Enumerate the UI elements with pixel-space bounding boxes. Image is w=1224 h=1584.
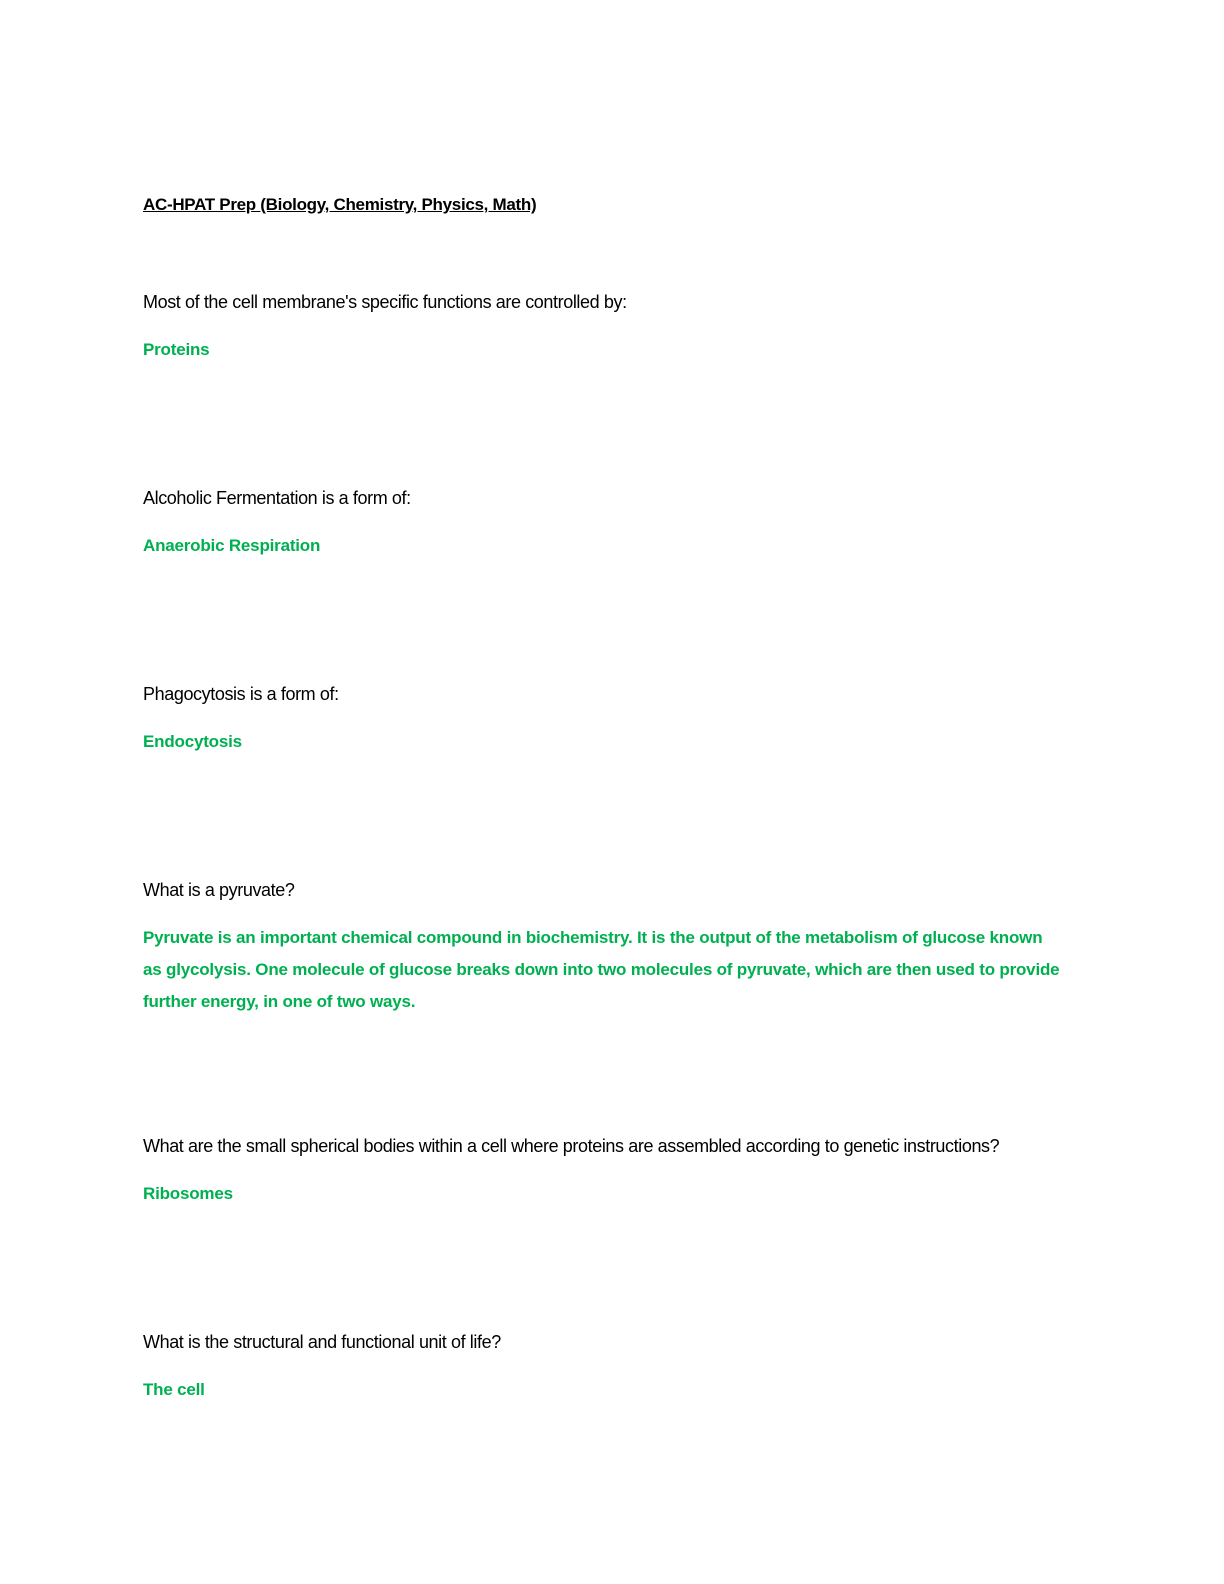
answer-2: Anaerobic Respiration <box>143 536 321 555</box>
question-2: Alcoholic Fermentation is a form of: <box>143 488 411 508</box>
question-1: Most of the cell membrane's specific functions are controlled by: <box>143 292 627 312</box>
question-4: What is a pyruvate? <box>143 880 295 900</box>
answer-6: The cell <box>143 1380 205 1399</box>
question-3: Phagocytosis is a form of: <box>143 684 339 704</box>
answer-5: Ribosomes <box>143 1184 233 1203</box>
question-6: What is the structural and functional unit of life? <box>143 1332 501 1352</box>
answer-3: Endocytosis <box>143 732 242 751</box>
answer-4: Pyruvate is an important chemical compound in biochemistry. It is the output of the metabolism of glucose known as glycolysis. One molecule of glucose breaks down into two molecules of pyruvate, which are then used to provide further energy, in one of two ways. <box>143 928 1060 1011</box>
document-title: AC-HPAT Prep (Biology, Chemistry, Physics, Math) <box>143 195 537 214</box>
question-5: What are the small spherical bodies within a cell where proteins are assembled according to genetic instructions? <box>143 1136 1000 1156</box>
answer-1: Proteins <box>143 340 210 359</box>
